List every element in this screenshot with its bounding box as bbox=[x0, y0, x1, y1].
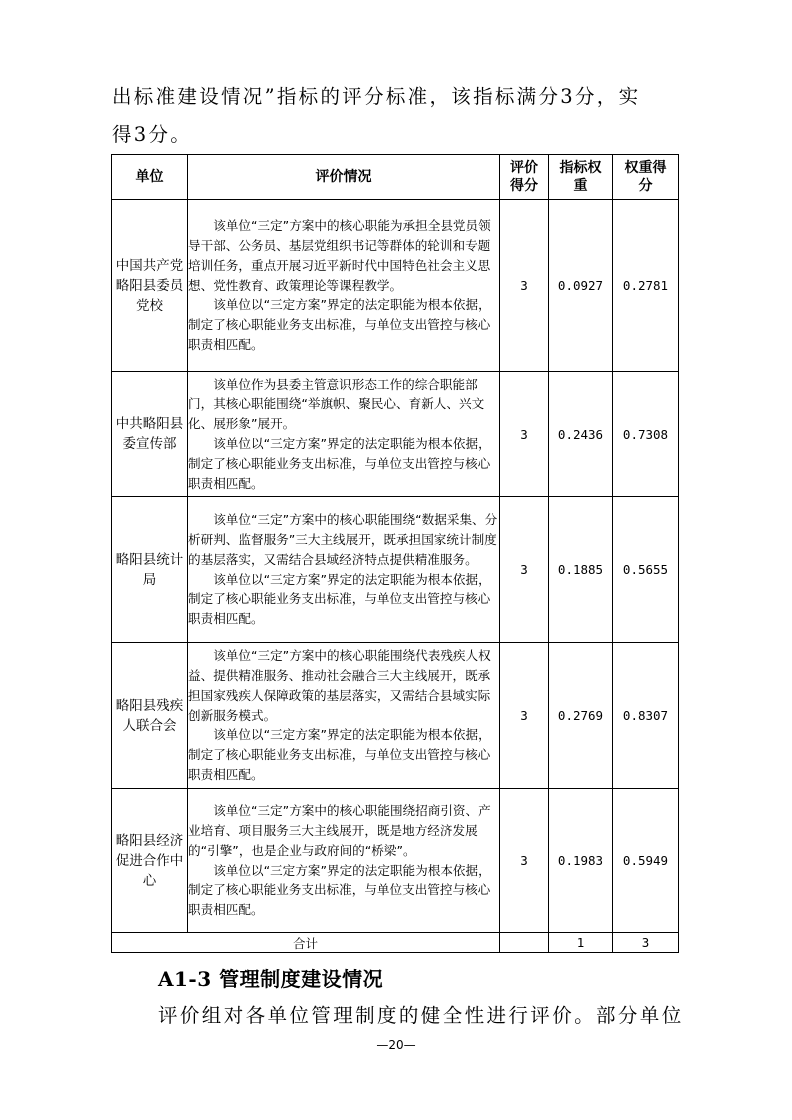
header-score: 评价得分 bbox=[500, 155, 549, 200]
desc-paragraph: 该单位“三定”方案中的核心职能为承担全县党员领导干部、公务员、基层党组织书记等群体的轮训和专题培训任务，重点开展习近平新时代中国特色社会主义思想、党性教育、政策理论等课程教学。 bbox=[188, 218, 491, 293]
total-row bbox=[112, 933, 679, 953]
desc-paragraph: 该单位“三定”方案中的核心职能围绕招商引资、产业培育、项目服务三大主线展开，既是地方经济发展的“引擎”，也是企业与政府间的“桥梁”。 bbox=[188, 803, 491, 858]
table-row bbox=[112, 789, 679, 933]
header-weight: 指标权重 bbox=[549, 155, 613, 200]
score-cell: 3 bbox=[500, 643, 549, 789]
unit-cell: 略阳县统计局 bbox=[112, 497, 188, 643]
table-row bbox=[112, 372, 679, 497]
intro-line-2: 得3分。 bbox=[112, 123, 193, 146]
desc-cell bbox=[188, 789, 500, 933]
desc-paragraph: 该单位以“三定方案”界定的法定职能为根本依据，制定了核心职能业务支出标准，与单位支出管控与核心职责相匹配。 bbox=[188, 571, 491, 627]
score-cell: 3 bbox=[500, 200, 549, 372]
weight-cell: 0.1885 bbox=[549, 497, 613, 643]
desc-paragraph: 该单位以“三定方案”界定的法定职能为根本依据，制定了核心职能业务支出标准，与单位支出管控与核心职责相匹配。 bbox=[188, 436, 491, 491]
weighted-cell: 0.8307 bbox=[613, 643, 679, 789]
total-label: 合计 bbox=[112, 933, 500, 953]
weighted-cell: 0.5655 bbox=[613, 497, 679, 643]
desc-paragraph: 该单位以“三定方案”界定的法定职能为根本依据，制定了核心职能业务支出标准，与单位支出管控与核心职责相匹配。 bbox=[188, 727, 491, 782]
table-row bbox=[112, 200, 679, 372]
desc-cell bbox=[188, 372, 500, 497]
section-heading: A1-3 管理制度建设情况 bbox=[158, 967, 384, 991]
unit-cell: 中共略阳县委宣传部 bbox=[112, 372, 188, 497]
header-desc: 评价情况 bbox=[188, 155, 500, 200]
desc-paragraph: 该单位以“三定方案”界定的法定职能为根本依据，制定了核心职能业务支出标准，与单位支出管控与核心职责相匹配。 bbox=[188, 862, 491, 918]
table-row bbox=[112, 643, 679, 789]
weight-cell: 0.1983 bbox=[549, 789, 613, 933]
intro-line-1: 出标准建设情况”指标的评分标准，该指标满分3分，实 bbox=[112, 85, 641, 108]
weight-cell: 0.0927 bbox=[549, 200, 613, 372]
evaluation-table bbox=[111, 154, 679, 953]
header-weighted: 权重得分 bbox=[613, 155, 679, 200]
section-body-text: 评价组对各单位管理制度的健全性进行评价。部分单位 bbox=[158, 1004, 684, 1027]
score-cell: 3 bbox=[500, 789, 549, 933]
unit-cell: 略阳县残疾人联合会 bbox=[112, 643, 188, 789]
weighted-cell: 0.2781 bbox=[613, 200, 679, 372]
desc-paragraph: 该单位“三定”方案中的核心职能围绕代表残疾人权益、提供精准服务、推动社会融合三大主线展开，既承担国家残疾人保障政策的基层落实，又需结合县域实际创新服务模式。 bbox=[188, 648, 491, 723]
weight-cell: 0.2769 bbox=[549, 643, 613, 789]
header-unit: 单位 bbox=[112, 155, 188, 200]
unit-cell: 略阳县经济促进合作中心 bbox=[112, 789, 188, 933]
desc-cell bbox=[188, 497, 500, 643]
intro-paragraph bbox=[112, 78, 678, 154]
total-weight: 1 bbox=[549, 933, 613, 953]
desc-cell bbox=[188, 643, 500, 789]
unit-cell: 中国共产党略阳县委员党校 bbox=[112, 200, 188, 372]
page-number: —20— bbox=[376, 1038, 416, 1052]
total-score bbox=[500, 933, 549, 953]
desc-paragraph: 该单位以“三定方案”界定的法定职能为根本依据，制定了核心职能业务支出标准，与单位支出管控与核心职责相匹配。 bbox=[188, 297, 491, 352]
total-weighted: 3 bbox=[613, 933, 679, 953]
score-cell: 3 bbox=[500, 497, 549, 643]
desc-cell bbox=[188, 200, 500, 372]
table-header-row bbox=[112, 155, 679, 200]
desc-paragraph: 该单位“三定”方案中的核心职能围绕“数据采集、分析研判、监督服务”三大主线展开，既承担国家统计制度的基层落实，又需结合县域经济特点提供精准服务。 bbox=[188, 512, 498, 567]
score-cell: 3 bbox=[500, 372, 549, 497]
weight-cell: 0.2436 bbox=[549, 372, 613, 497]
table-row bbox=[112, 497, 679, 643]
weighted-cell: 0.7308 bbox=[613, 372, 679, 497]
weighted-cell: 0.5949 bbox=[613, 789, 679, 933]
desc-paragraph: 该单位作为县委主管意识形态工作的综合职能部门，其核心职能围绕“举旗帜、聚民心、育新人、兴文化、展形象”展开。 bbox=[188, 376, 485, 432]
